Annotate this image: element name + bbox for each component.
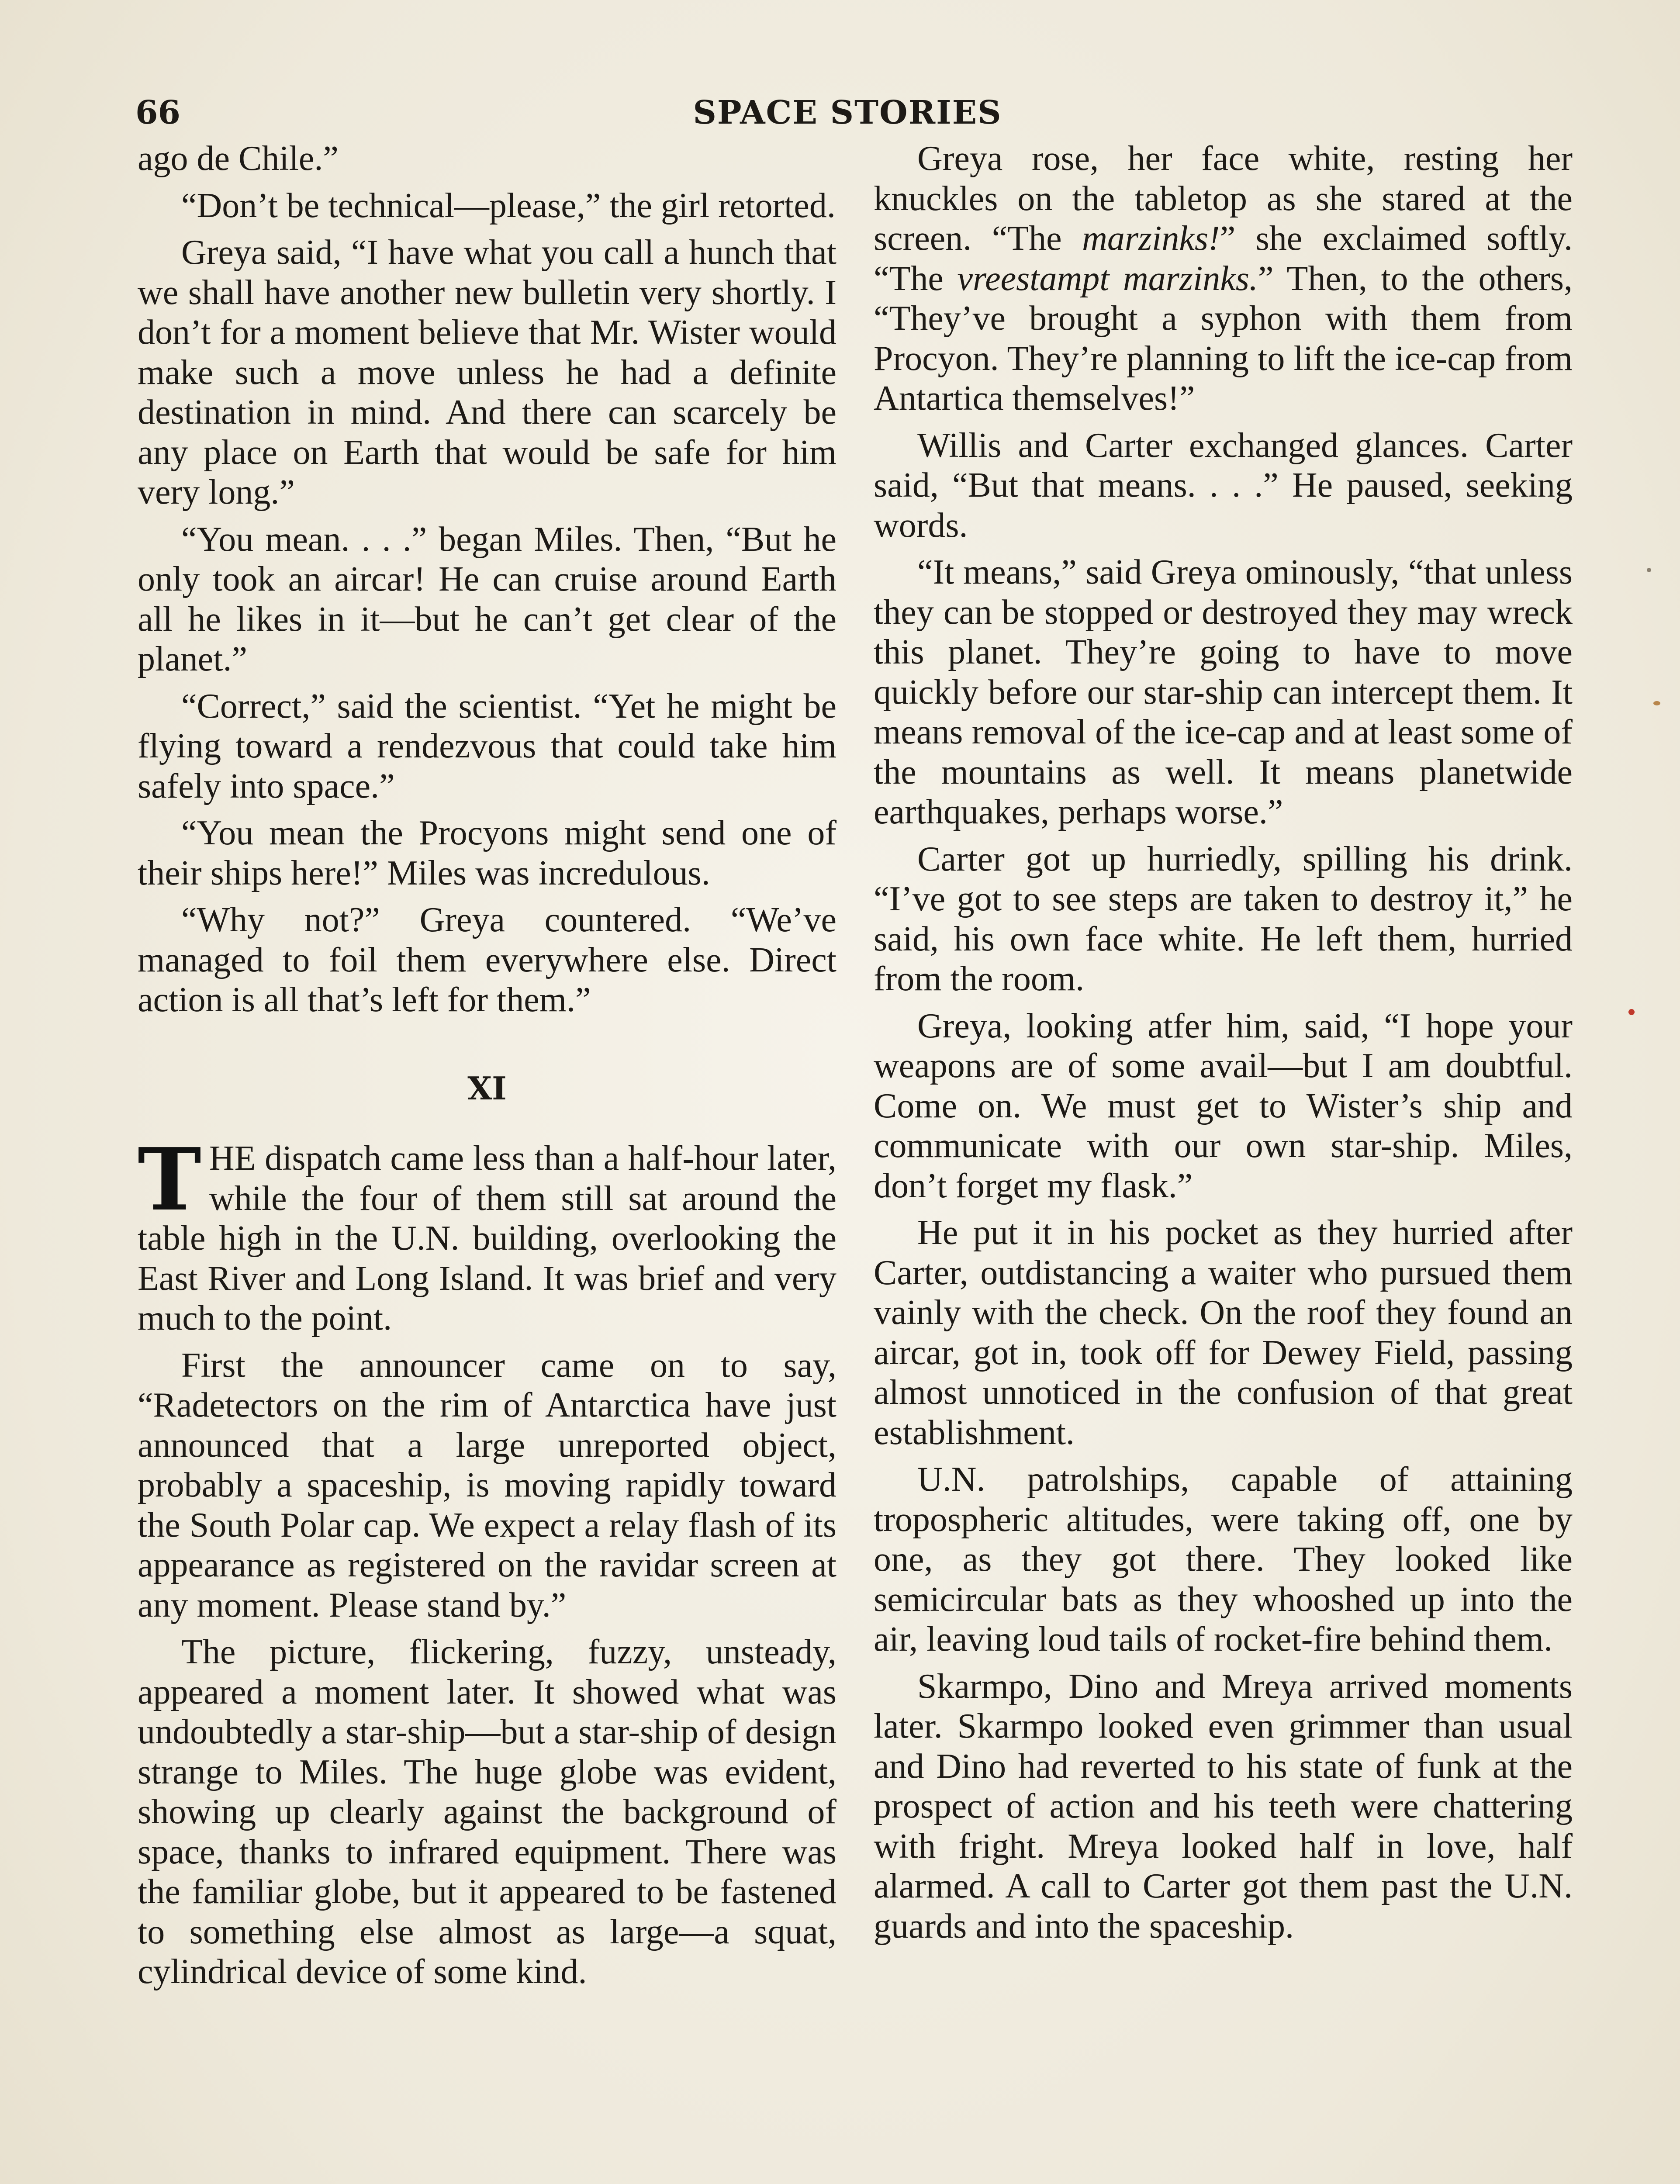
page-header	[135, 94, 1559, 142]
paragraph: First the announcer came on to say, “Radetectors on the rim of Antarctica have just announced that a large unreported object, probably a spaceship, is moving rapidly toward the South Polar cap. We expect a relay flash of its appearance as registered on the ravidar screen at any moment. Please stand by.”	[138, 1346, 837, 1624]
paragraph: He put it in his pocket as they hurried after Carter, outdistancing a waiter who pursued them vainly with the check. On the roof they found an aircar, got in, took off for Dewey Field, passing almost unnoticed in the confusion of that great establishment.	[874, 1213, 1573, 1452]
page-number: 66	[135, 94, 180, 131]
paragraph: Carter got up hurriedly, spilling his drink. “I’ve got to see steps are taken to destroy it,” he said, his own face white. He left them, hurried from the room.	[874, 840, 1573, 998]
left-column	[138, 139, 837, 1999]
paragraph: “It means,” said Greya ominously, “that unless they can be stopped or destroyed they may wreck this planet. They’re going to have to move quickly before our star-ship can intercept them. It means removal of the ice-cap and at least some of the mountains as well. It means planetwide earthquakes, perhaps worse.”	[874, 553, 1573, 831]
paragraph: Skarmpo, Dino and Mreya arrived moments later. Skarmpo looked even grimmer than usual and Dino had reverted to his state of funk at the prospect of action and his teeth were chattering with fright. Mreya looked half in love, half alarmed. A call to Carter got them past the U.N. guards and into the spaceship.	[874, 1667, 1573, 1946]
text-run: ” she exclaimed softly. “The	[874, 219, 1573, 298]
paper-speck	[1653, 701, 1660, 705]
text-run: Greya rose, her face white, resting her knuckles on the tabletop as she stared at the screen. “The	[874, 139, 1573, 258]
paper-speck	[1628, 1009, 1635, 1015]
paragraph: “Correct,” said the scientist. “Yet he might be flying toward a rendezvous that could take him safely into space.”	[138, 687, 837, 805]
paragraph: “Why not?” Greya countered. “We’ve managed to foil them everywhere else. Direct action is all that’s left for them.”	[138, 901, 837, 1019]
chapter-heading: XI	[467, 1069, 507, 1107]
paragraph: Greya, looking atfer him, said, “I hope your weapons are of some avail—but I am doubtful. Come on. We must get to Wister’s ship and communicate with our own star-ship. Miles, don’t forget my flask.”	[874, 1006, 1573, 1205]
dropcap-paragraph	[138, 1130, 837, 1339]
paragraph: “You mean. . . .” began Miles. Then, “But he only took an aircar! He can cruise around Earth all he likes in it—but he can’t get clear of the planet.”	[138, 520, 837, 678]
magazine-title: SPACE STORIES	[693, 94, 1002, 131]
italic-word: marzinks!	[1082, 219, 1220, 258]
paragraph: “Don’t be technical—please,” the girl retorted.	[181, 186, 836, 225]
text-run: ” Then, to the others, “They’ve brought a syphon with them from Procyon. They’re planning to lift the ice-cap from Antartica themselves!”	[874, 259, 1573, 418]
paragraph: “You mean the Procyons might send one of their ships here!” Miles was incredulous.	[138, 814, 837, 892]
paragraph: Willis and Carter exchanged glances. Carter said, “But that means. . . .” He paused, seeking words.	[874, 426, 1573, 545]
paragraph	[874, 139, 1573, 419]
right-column	[874, 139, 1573, 1953]
paragraph: The picture, flickering, fuzzy, unsteady, appeared a moment later. It showed what was undoubtedly a star-ship—but a star-ship of design strange to Miles. The huge globe was evident, showing up clearly against the background of space, thanks to infrared equipment. There was the familiar globe, but it appeared to be fastened to something else almost as large—a squat, cylindrical device of some kind.	[138, 1633, 837, 1991]
paragraph: U.N. patrolships, capable of attaining tropospheric altitudes, were taking off, one by one, as they got there. They looked like semicircular bats as they whooshed up into the air, leaving loud tails of rocket-fire behind them.	[874, 1460, 1573, 1659]
paragraph: Greya said, “I have what you call a hunch that we shall have another new bulletin very shortly. I don’t for a moment believe that Mr. Wister would make such a move unless he had a definite destination in mind. And there can scarcely be any place on Earth that would be safe for him very long.”	[138, 233, 837, 511]
paragraph: ago de Chile.”	[138, 139, 339, 178]
drop-cap: T	[138, 1130, 201, 1230]
paper-speck	[1647, 568, 1651, 572]
dropcap-paragraph-text: HE dispatch came less than a half-hour later, while the four of them still sat around the table high in the U.N. building, overlooking the East River and Long Island. It was brief and very much to the point.	[138, 1139, 837, 1337]
italic-word: vreestampt marzinks.	[957, 259, 1258, 298]
